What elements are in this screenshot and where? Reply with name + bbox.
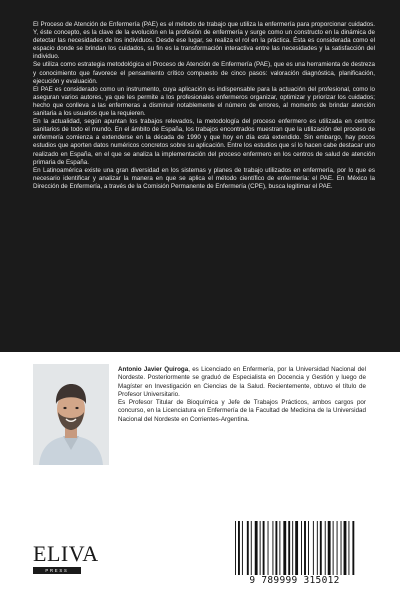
- barcode-bar: [328, 521, 331, 575]
- barcode-bar: [320, 521, 322, 575]
- barcode-bar: [247, 521, 249, 575]
- barcode-bar: [288, 521, 290, 575]
- barcode-bar: [348, 521, 349, 575]
- barcode-bar: [337, 521, 338, 575]
- synopsis-paragraph-2: Se utiliza como estrategia metodológica el Proceso de Atención de Enfermería (PAE), que es una herramienta de destreza y conocimiento que favorece el pensamiento crítico compuesto de cinco pasos: valoración diagnóstica, planificación, ejecución y evaluación.: [33, 61, 375, 85]
- author-portrait-image: [33, 364, 109, 465]
- publisher-logo: [33, 541, 99, 585]
- synopsis-paragraph-4: En la actualidad, según apuntan los trabajos relevados, la metodología del proceso enfermero es utilizada en centros sanitarios de todo el mundo. En el ámbito de España, los trabajos encontrados muestran que la utilización del proceso de enfermería comienza a extenderse en la década de 1990 y que hoy en día está extendido. Sin embargo, hay pocos estudios que aporten datos numéricos concretos sobre su aplicación. Entre los estudios que sí lo hacen cabe destacar uno realizado en España, en el que se analiza la implementación del proceso enfermero en los centros de salud de atención primaria de España.: [33, 118, 375, 166]
- barcode-bar: [275, 521, 277, 575]
- barcode-bar: [295, 521, 298, 575]
- barcode-bar: [308, 521, 309, 575]
- barcode-bar: [283, 521, 286, 575]
- author-bio-paragraph-1: [118, 366, 366, 399]
- isbn-barcode-digits: 9 789999 315012: [229, 575, 360, 586]
- barcode-bar: [251, 521, 252, 575]
- author-name: Antonio Javier Quiroga: [118, 366, 189, 373]
- barcode-bar: [272, 521, 273, 575]
- author-bio: [118, 366, 366, 424]
- barcode-bar: [260, 521, 261, 575]
- barcode-bar: [301, 521, 302, 575]
- barcode-bar: [279, 521, 280, 575]
- publisher-logo-bar: PRESS: [33, 567, 81, 574]
- barcode-bar: [341, 521, 342, 575]
- author-photo: [33, 364, 109, 465]
- barcode-bar: [352, 521, 354, 575]
- barcode-bar: [313, 521, 314, 575]
- synopsis-paragraph-3: El PAE es considerado como un instrumento, cuya aplicación es indispensable para la actuación del profesional, como lo aseguran varios autores, ya que les permite a los profesionales enfermeros organizar, optimizar y priorizar los cuidados; hecho que conlleva a las enfermeras a disminuir notablemente el número de errores, al momento de brindar atención sanitaria a los usuarios que la requieren.: [33, 85, 375, 118]
- synopsis-paragraph-1: El Proceso de Atención de Enfermería (PAE) es el método de trabajo que utiliza la enfermería para proporcionar cuidados. Y, éste concepto, es la clave de la evolución en la profesión de enfermería y surge como un constructo en la dinámica de detectar las necesidades de los individuos. Desde ese lugar, se realiza el rol en la práctica. Ésta es considerada como el espacio donde se brindan los cuidados, su fin es la transformación interactiva entre las necesidades y la satisfacción del individuo.: [33, 21, 375, 61]
- publisher-logo-text: ELIVA: [33, 541, 99, 566]
- barcode-bar: [304, 521, 306, 575]
- barcode-bar: [238, 521, 240, 575]
- barcode-bar: [235, 521, 236, 575]
- barcode-bar: [292, 521, 293, 575]
- author-bio-paragraph-2: Es Profesor Titular de Bioquímica y Jefe de Trabajos Prácticos, ambos cargos por concurso, en la Licenciatura en Enfermería de la Facultad de Medicina de la Universidad Nacional del Nordeste en Corrientes-Argentina.: [118, 399, 366, 423]
- author-bio-text-1: , es Licenciado en Enfermería, por la Universidad Nacional del Nordeste. Posteriormente se graduó de Especialista en Docencia y Gestión y luego de Magíster en Investigación en Ciencias de la Salud. Recientemente, obtuvo el título de Profesor Universitario.: [118, 366, 367, 398]
- synopsis-paragraph-5: En Latinoamérica existe una gran diversidad en los sistemas y planes de trabajo utilizados en enfermería, por lo que es necesario identificar y analizar la manera en que se aplica el método científico de enfermería: el PAE. En México la Dirección de Enfermería, a través de la Comisión Permanente de Enfermería (CPE), busca legitimar el PAE.: [33, 166, 375, 190]
- barcode-bar: [333, 521, 334, 575]
- barcode-bar: [268, 521, 269, 575]
- barcode-bar: [242, 521, 243, 575]
- barcode-bar: [263, 521, 265, 575]
- barcode-bar: [325, 521, 326, 575]
- barcode-bar: [255, 521, 258, 575]
- barcode-bar: [344, 521, 347, 575]
- barcode-bar: [317, 521, 318, 575]
